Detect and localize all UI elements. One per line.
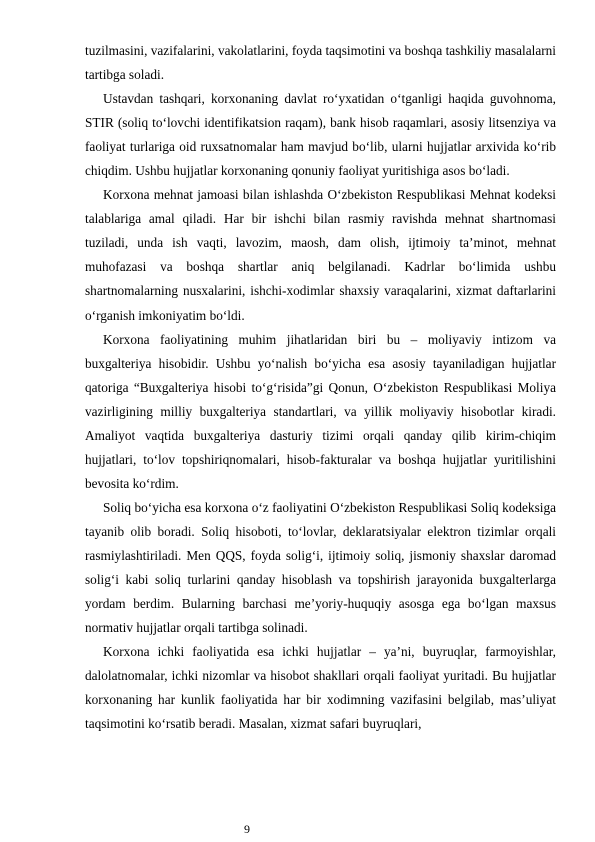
paragraph-tax: Soliq bo‘yicha esa korxona o‘z faoliyatini O‘zbekiston Respublikasi Soliq kodeksiga tayanib olib boradi. Soliq hisoboti, to‘lovlar, deklaratsiyalar elektron tizimlar orqali rasmiylashtiriladi. Men QQS, foyda solig‘i, ijtimoiy soliq, jismoniy shaxslar daromad solig‘i kabi soliq turlarini qanday hisoblash va topshirish jarayonida buxgalterlarga yordam berdim. Bularning barchasi me’yoriy-huquqiy asosga ega bo‘lgan maxsus normativ hujjatlar orqali tartibga solinadi.: [85, 499, 556, 636]
paragraph-registration-documents: Ustavdan tashqari, korxonaning davlat ro‘yxatidan o‘tganligi haqida guvohnoma, STIR (soliq to‘lovchi identifikatsion raqam), bank hisob raqamlari, asosiy litsenziya va faoliyat turlariga oid ruxsatnomalar ham mavjud bo‘lib, ularni hujjatlar arxivida ko‘rib chiqdim. Ushbu hujjatlar korxonaning qonuniy faoliyat yuritishiga asos bo‘ladi.: [85, 91, 556, 179]
page-number: 9: [244, 822, 250, 836]
paragraph-accounting: Korxona faoliyatining muhim jihatlaridan biri bu – moliyaviy intizom va buxgalteriya hisobidir. Ushbu yo‘nalish bo‘yicha esa asosiy tayaniladigan hujjatlar qatoriga “Buxgalteriya hisobi to‘g‘risida”gi Qonun, O‘zbekiston Respublikasi Moliya vazirligining milliy buxgalteriya standartlari, va yillik moliyaviy hisobotlar kiradi. Amaliyot vaqtida buxgalteriya dasturiy tizimi orqali qanday qilib kirim-chiqim hujjatlari, to‘lov topshiriqnomalari, hisob-fakturalar va boshqa hujjatlar yuritilishini bevosita ko‘rdim.: [85, 331, 556, 491]
body-text: [85, 39, 556, 736]
paragraph-continuation: tuzilmasini, vazifalarini, vakolatlarini, foyda taqsimotini va boshqa tashkiliy masalalarni tartibga soladi.: [85, 43, 556, 83]
paragraph-internal-documents: Korxona ichki faoliyatida esa ichki hujjatlar – ya’ni, buyruqlar, farmoyishlar, dalolatnomalar, ichki nizomlar va hisobot shakllari orqali faoliyat yuritadi. Bu hujjatlar korxonaning har kunlik faoliyatida har bir xodimning vazifasini belgilab, mas’uliyat taqsimotini ko‘rsatib beradi. Masalan, xizmat safari buyruqlari,: [85, 644, 556, 732]
paragraph-labor-code: Korxona mehnat jamoasi bilan ishlashda O‘zbekiston Respublikasi Mehnat kodeksi talablariga amal qiladi. Har bir ishchi bilan rasmiy ravishda mehnat shartnomasi tuziladi, unda ish vaqti, lavozim, maosh, dam olish, ijtimoiy ta’minot, mehnat muhofazasi va boshqa shartlar aniq belgilanadi. Kadrlar bo‘limida ushbu shartnomalarning nusxalarini, ishchi-xodimlar shaxsiy varaqalarini, xizmat daftarlarini o‘rganish imkoniyatim bo‘ldi.: [85, 187, 556, 323]
